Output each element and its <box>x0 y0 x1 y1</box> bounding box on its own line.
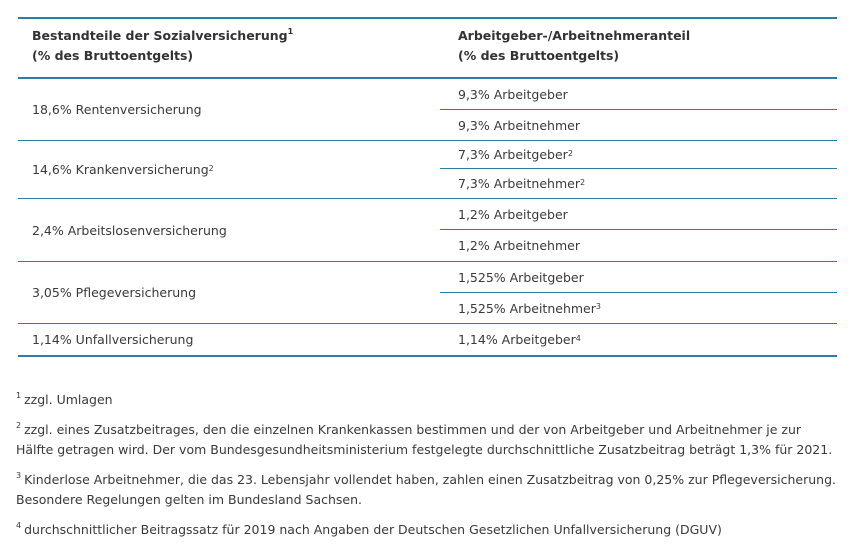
employee-share: 7,3% Arbeitnehmer $^2$ <box>458 176 586 191</box>
row-label: 2,4% Arbeitslosenversicherung <box>32 222 227 238</box>
row-label-cell <box>18 199 440 261</box>
employer-share-text: 1,525% Arbeitgeber <box>458 269 584 285</box>
table-row-health <box>18 141 837 199</box>
row-label-cell <box>18 262 440 323</box>
row-label: 18,6% Rentenversicherung <box>32 102 202 117</box>
employee-share <box>440 230 837 261</box>
table-row-unemployment <box>18 199 837 262</box>
table-row-pension <box>18 79 837 141</box>
employer-share-text: 7,3% Arbeitgeber <box>458 147 568 162</box>
header-shares-title: Arbeitgeber-/Arbeitnehmeranteil <box>458 28 691 43</box>
table-header <box>18 19 837 79</box>
employer-share: 7,3% Arbeitgeber $^2$ <box>440 141 837 169</box>
row-label: 3,05% Pflegeversicherung <box>32 285 197 300</box>
employee-share-text: 1,525% Arbeitnehmer <box>458 300 596 316</box>
employee-share-text: 9,3% Arbeitnehmer <box>458 117 580 133</box>
table-row-accident <box>18 324 837 355</box>
footnote-text: Kinderlose Arbeitnehmer, die das 23. Lebensjahr vollendet haben, zahlen einen Zusatzbeitrag von 0,25% zur Pflegeversicherung. Besondere Regelungen gelten im Bundesland Sachsen. <box>16 472 837 507</box>
header-components-unit: (% des Bruttoentgelts) <box>32 48 194 63</box>
header-components <box>18 19 440 77</box>
employer-share <box>440 262 837 293</box>
row-label: 1,14% Unfallversicherung <box>32 332 194 347</box>
footnote-text: zzgl. Umlagen <box>24 392 113 407</box>
row-label: 14,6% Krankenversicherung <box>32 162 209 177</box>
footnote-2 <box>16 420 841 460</box>
contribution-table <box>18 17 837 357</box>
header-shares <box>440 19 837 77</box>
footnotes <box>16 390 841 550</box>
employer-share <box>440 199 837 230</box>
header-components-title: Bestandteile der Sozialversicherung <box>32 28 288 43</box>
employer-share: 1,14% Arbeitgeber $^4$ <box>458 332 581 347</box>
employee-share-text: 1,2% Arbeitnehmer <box>458 238 580 253</box>
employee-share <box>440 110 837 140</box>
footnote-number: 2 <box>16 420 22 430</box>
footnote-1 <box>16 390 841 410</box>
employer-share-text: 1,2% Arbeitgeber <box>458 206 568 222</box>
footnote-text: zzgl. eines Zusatzbeitrages, den die einzelnen Krankenkassen bestimmen und der von Arbeitgeber und Arbeitnehmer je zur Hälfte getragen wird. Der vom Bundesgesundheitsministerium festgelegte durchschnittliche Zusatzbeitrag beträgt 1,3% für 2021. <box>16 422 833 457</box>
row-label-cell <box>18 79 440 140</box>
footnote-number: 1 <box>16 390 22 400</box>
employee-share: 1,525% Arbeitnehmer $^3$ <box>458 300 601 316</box>
employer-share-text: 9,3% Arbeitgeber <box>458 86 568 102</box>
employer-share <box>440 79 837 110</box>
footnote-number: 3 <box>16 470 22 480</box>
footnote-text: durchschnittlicher Beitragssatz für 2019 nach Angaben der Deutschen Gesetzlichen Unfallversicherung (DGUV) <box>24 522 722 537</box>
footnote-3 <box>16 470 841 510</box>
employer-share-text: 1,14% Arbeitgeber <box>458 332 576 347</box>
footnote-4 <box>16 520 841 540</box>
footnote-ref: 1 <box>287 26 294 36</box>
table-row-care <box>18 262 837 324</box>
footnote-number: 4 <box>16 520 22 530</box>
row-label-cell <box>18 324 440 355</box>
row-label-cell: 14,6% Krankenversicherung $^2$ <box>32 162 214 177</box>
header-shares-unit: (% des Bruttoentgelts) <box>458 48 620 63</box>
employee-share-text: 7,3% Arbeitnehmer <box>458 176 580 191</box>
